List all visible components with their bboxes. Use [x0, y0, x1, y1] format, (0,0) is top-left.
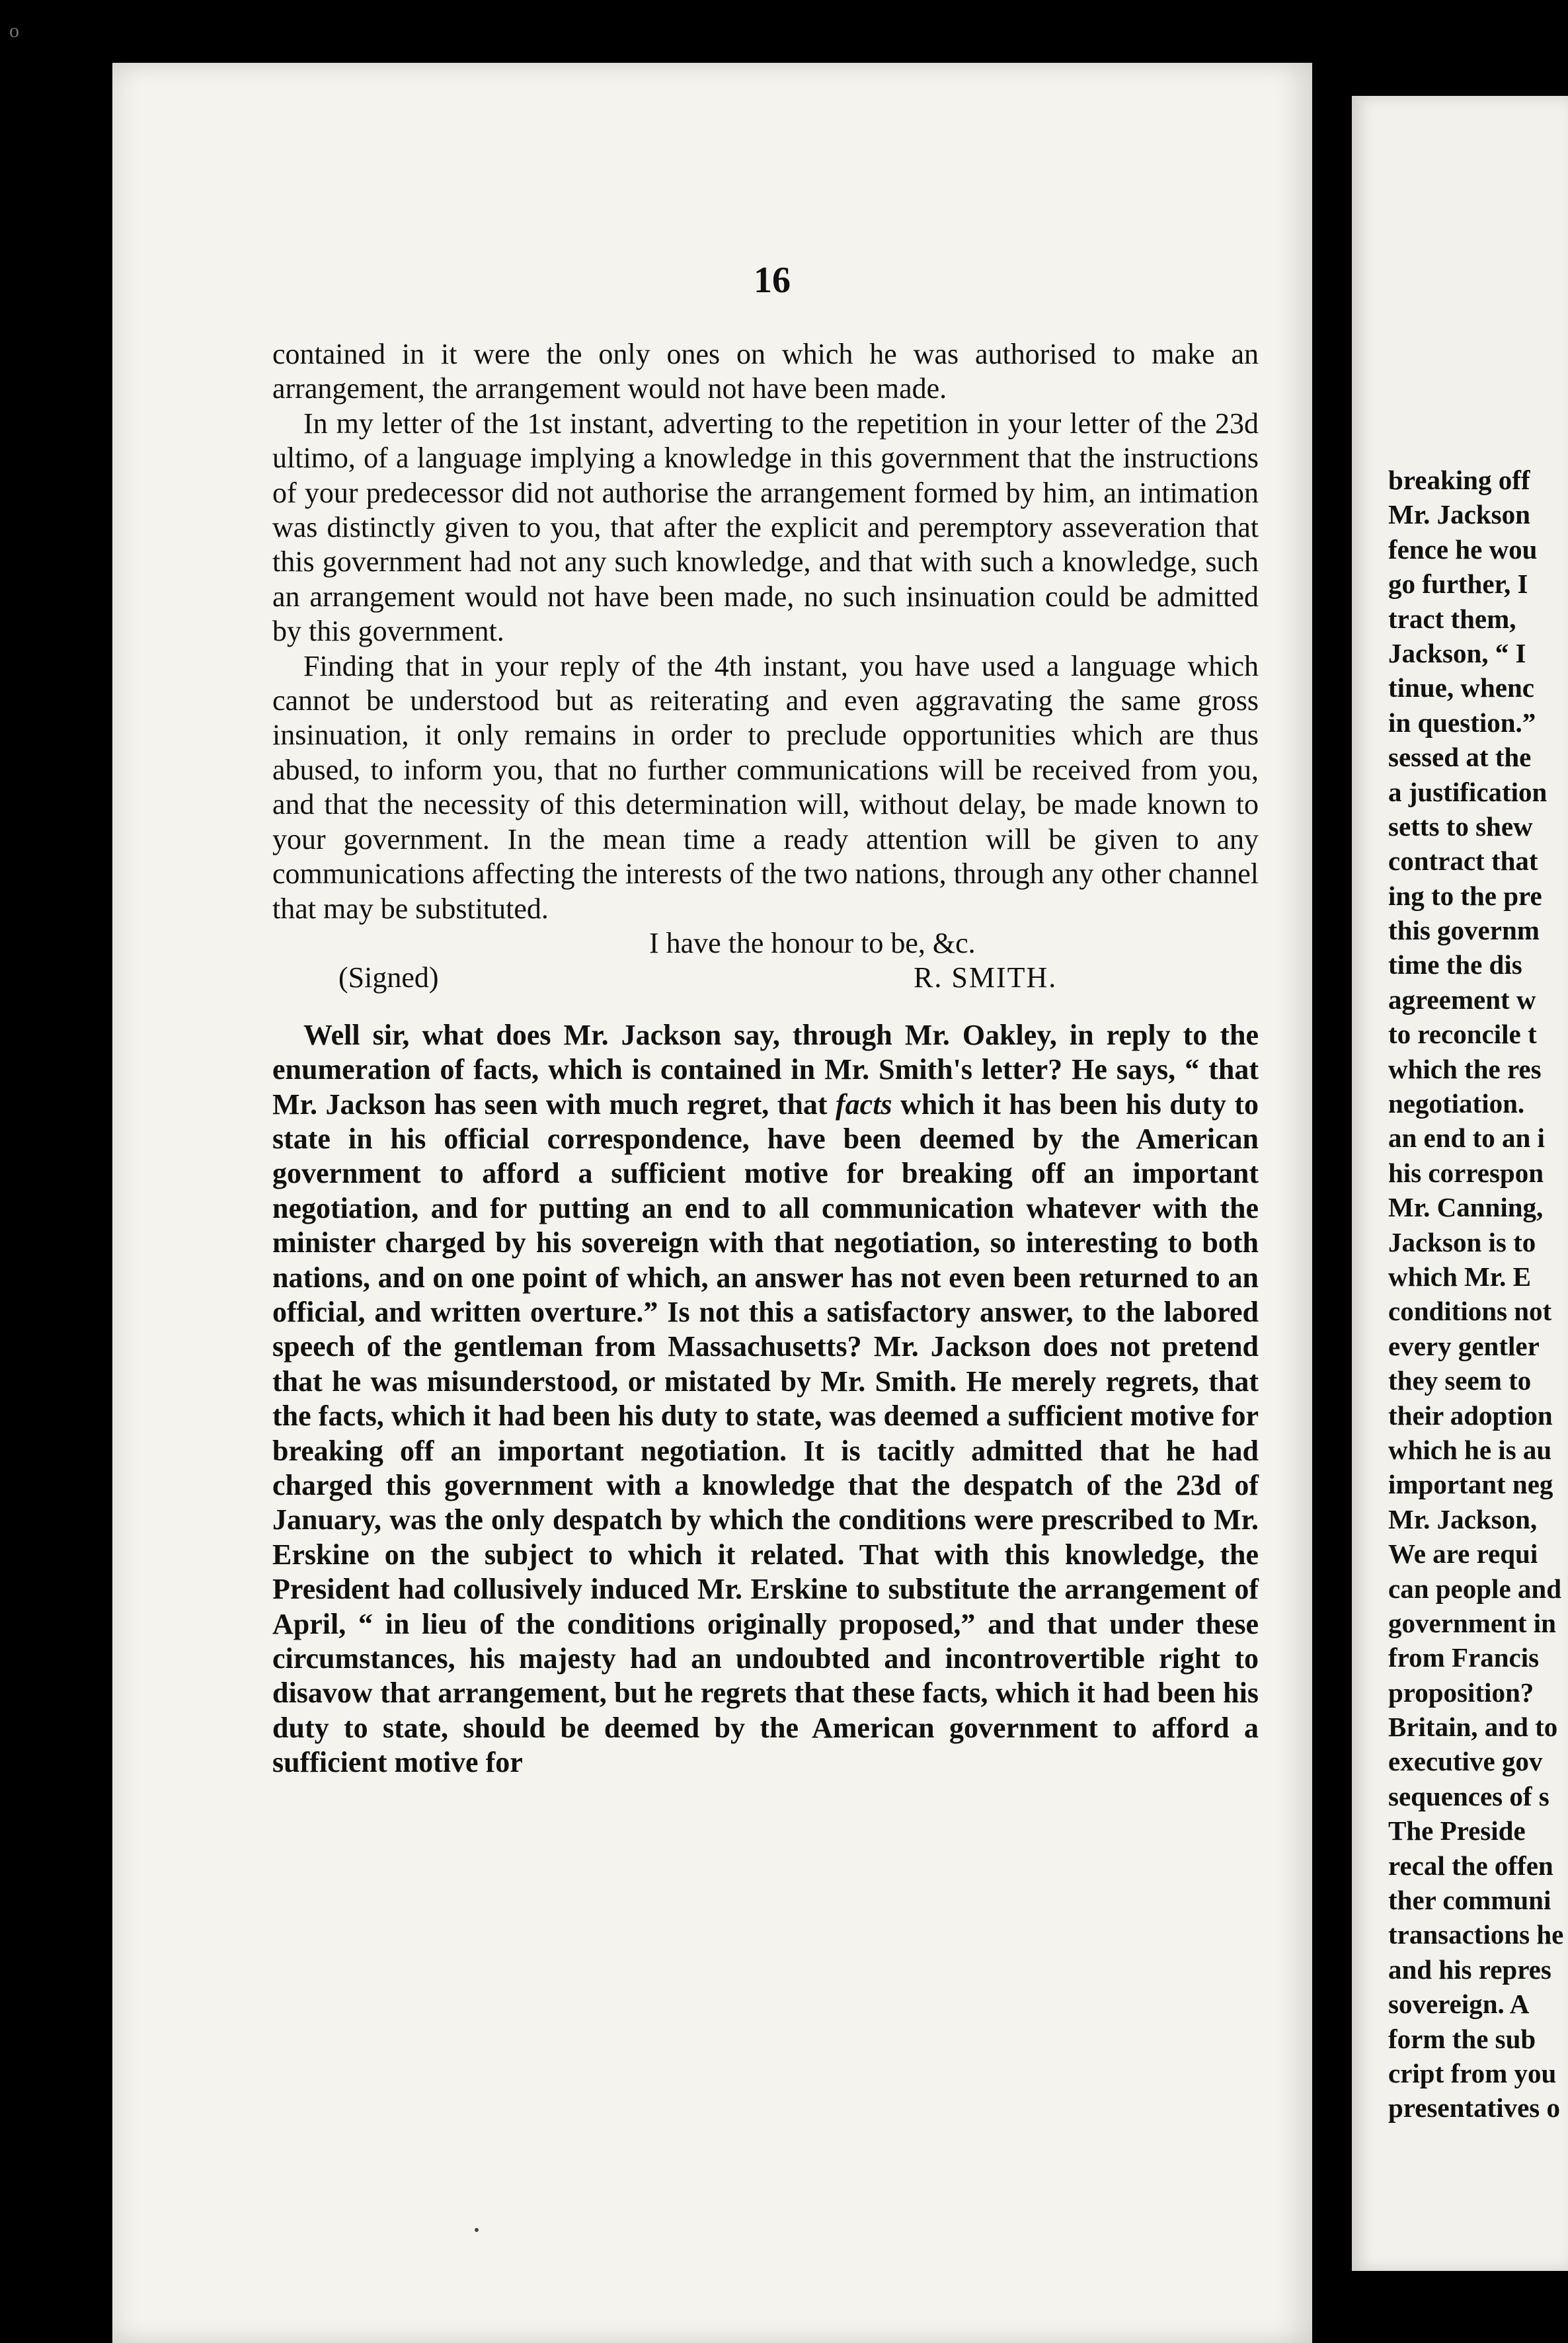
facing-page-line: cript from you	[1388, 2057, 1557, 2088]
facing-page-line: to reconcile t	[1388, 1019, 1537, 1050]
facing-page-line: conditions not	[1388, 1296, 1552, 1327]
paragraph: In my letter of the 1st instant, adverting to the repetition in your letter of the 23d ultimo, of a language implying a knowledge in this government that the instructions of your predecessor did not authorise the arrangement formed by him, an intimation was distinctly given to you, that after the explicit and peremptory asseveration that this government had not any such knowledge, and that with such a knowledge, such an arrangement would not have been made, no such insinuation could be admitted by this government.	[272, 407, 1259, 648]
facing-page-line: transactions he	[1388, 1919, 1564, 1950]
paragraph: Finding that in your reply of the 4th instant, you have used a language which cannot be understood but as reiterating and even aggravating the same gross insinuation, it only remains in order to preclude opportunities which are thus abused, to inform you, that no further communications will be received from you, and that the necessity of this determination will, without delay, be made known to your government. In the mean time a ready attention will be given to any communications affecting the interests of the two nations, through any other channel that may be substituted.	[272, 649, 1259, 925]
facing-page-line: their adoption	[1388, 1400, 1553, 1431]
facing-page-line: presentatives o	[1388, 2092, 1561, 2124]
facing-page-line: fence he wou	[1388, 534, 1538, 565]
facing-page-line: tinue, whenc	[1388, 672, 1534, 703]
facing-page-line: form the sub	[1388, 2023, 1536, 2054]
facing-page-line: proposition?	[1388, 1677, 1534, 1708]
facing-page-line: important neg	[1388, 1469, 1553, 1500]
facing-page-line: Mr. Canning,	[1388, 1192, 1544, 1223]
facing-page-line: agreement w	[1388, 984, 1536, 1015]
facing-page-line: a justification	[1388, 776, 1548, 807]
facing-page-line: Mr. Jackson	[1388, 499, 1530, 530]
letter-closing: I have the honour to be, &c.	[649, 926, 976, 959]
facing-page-line: sovereign. A	[1388, 1989, 1530, 2020]
facing-page-line: breaking off	[1388, 465, 1530, 495]
facing-page-line: which he is au	[1388, 1434, 1552, 1465]
signature-line	[272, 961, 1259, 995]
commentary-text: Well sir, what does Mr. Jackson say, through Mr. Oakley, in reply to the enumeration of facts, which is contained in Mr. Smith's letter? He says, “ that Mr. Jackson has seen with much regret, that	[272, 1018, 1259, 1121]
facing-page	[1352, 96, 1568, 2271]
facing-page-line: Britain, and to	[1388, 1712, 1558, 1743]
facing-page-line: tract them,	[1388, 603, 1516, 634]
facing-page-line: executive gov	[1388, 1746, 1543, 1777]
facing-page-line: an end to an i	[1388, 1123, 1545, 1154]
facing-page-line: can people and	[1388, 1573, 1561, 1604]
facing-page-line: his correspon	[1388, 1157, 1544, 1188]
body-text	[272, 337, 1259, 1780]
facing-page-line: they seem to	[1388, 1365, 1532, 1396]
signer-name: R. SMITH.	[914, 961, 1058, 994]
facing-page-line: government in	[1388, 1607, 1556, 1638]
facing-page-line: sessed at the	[1388, 742, 1532, 773]
facing-page-line: sequences of s	[1388, 1780, 1549, 1811]
facing-page-line: go further, I	[1388, 569, 1528, 600]
scan-mark: o	[9, 20, 19, 42]
facing-page-line: time the dis	[1388, 949, 1522, 980]
facing-page-line: setts to shew	[1388, 811, 1533, 842]
facing-page-line: We are requi	[1388, 1538, 1538, 1569]
facing-page-line: Jackson is to	[1388, 1226, 1536, 1257]
facing-page-line: in question.”	[1388, 707, 1536, 738]
facing-page-line: Jackson, “ I	[1388, 637, 1526, 668]
facing-page-line: contract that	[1388, 846, 1538, 877]
ink-speck	[475, 2228, 479, 2232]
facing-page-line: Mr. Jackson,	[1388, 1503, 1538, 1534]
facing-page-line: from Francis	[1388, 1642, 1540, 1673]
facing-page-line: and his repres	[1388, 1954, 1551, 1985]
commentary-text: which it has been his duty to state in his official correspondence, have been deemed by the American government to afford a sufficient motive for breaking off an important negotiation, and for putting an end to all communication whatever with the minister charged by his sovereign with that negotiation, so interesting to both nations, and on one point of which, an answer has not even been returned to an official, and written overture.” Is not this a satisfactory answer, to the labored speech of the gentleman from Massachusetts? Mr. Jackson does not pretend that he was misunderstood, or mistated by Mr. Smith. He merely regrets, that the facts, which it had been his duty to state, was deemed a sufficient motive for breaking off an important negotiation. It is tacitly admitted that he had charged this government with a knowledge that the despatch of the 23d of January, was the only despatch by which the conditions were prescribed to Mr. Erskine on the subject to which it related. That with this knowledge, the President had collusively induced Mr. Erskine to substitute the arrangement of April, “ in lieu of the conditions originally proposed,” and that under these circumstances, his majesty had an undoubted and incontrovertible right to disavow that arrangement, but he regrets that these facts, which it had been his duty to state, should be deemed by the American government to afford a sufficient motive for	[272, 1088, 1259, 1779]
paragraph: contained in it were the only ones on which he was authorised to make an arrangement, the arrangement would not have been made.	[272, 338, 1259, 405]
facing-page-line: ther communi	[1388, 1885, 1551, 1916]
signed-label: (Signed)	[338, 961, 439, 994]
facing-page-line: this governm	[1388, 915, 1540, 946]
facing-page-line: negotiation.	[1388, 1088, 1525, 1119]
facing-page-line: ing to the pre	[1388, 880, 1542, 911]
commentary-paragraph	[272, 1018, 1259, 1780]
facing-page-text	[1388, 463, 1568, 2125]
facts-emphasis: facts	[836, 1088, 892, 1121]
facing-page-line: recal the offen	[1388, 1850, 1553, 1881]
facing-page-line: which the res	[1388, 1053, 1542, 1084]
page-number: 16	[754, 260, 791, 301]
facing-page-line: every gentler	[1388, 1330, 1540, 1361]
facing-page-line: The Preside	[1388, 1815, 1526, 1847]
facing-page-line: which Mr. E	[1388, 1261, 1532, 1292]
